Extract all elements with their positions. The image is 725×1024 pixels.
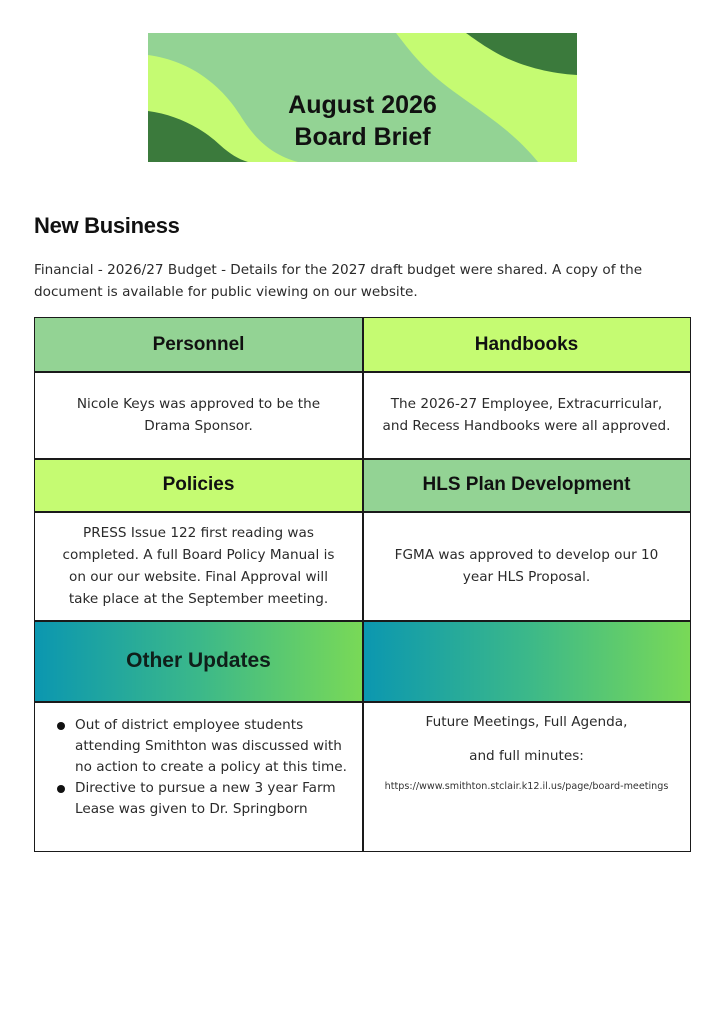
other-updates-header [35, 621, 362, 701]
page-title [148, 89, 577, 153]
row-divider [35, 371, 690, 373]
handbooks-header: Handbooks [363, 318, 690, 371]
meetings-body [363, 702, 690, 851]
other-updates-title: Other Updates [126, 649, 271, 672]
column-divider [362, 318, 364, 851]
policies-text: PRESS Issue 122 first reading was completed. A full Board Policy Manual is on our our website. Final Approval will take place at the September meeting. [62, 525, 335, 607]
full-minutes-line: and full minutes: [469, 748, 584, 764]
row-divider [35, 511, 690, 513]
row-divider [35, 701, 690, 703]
other-updates-body [35, 702, 362, 851]
list-item: Directive to pursue a new 3 year Farm Lease was given to Dr. Springborn [35, 778, 352, 820]
personnel-header: Personnel [35, 318, 362, 371]
handbooks-text: The 2026-27 Employee, Extracurricular, and Recess Handbooks were all approved. [382, 396, 671, 434]
row-divider [35, 458, 690, 460]
section-heading-new-business: New Business [34, 213, 180, 238]
personnel-text: Nicole Keys was approved to be the Drama Sponsor. [76, 396, 321, 434]
title-line-2: Board Brief [294, 123, 431, 151]
policies-header: Policies [35, 459, 362, 511]
list-item: Out of district employee students attending Smithton was discussed with no action to create a policy at this time. [35, 715, 352, 778]
gradient-header-blank [363, 621, 690, 701]
title-line-1: August 2026 [288, 91, 437, 119]
financial-summary: Financial - 2026/27 Budget - Details for the 2027 draft budget were shared. A copy of the document is available for public viewing on our website. [34, 262, 643, 300]
hls-header: HLS Plan Development [363, 459, 690, 511]
row-divider [35, 620, 690, 622]
hls-text: FGMA was approved to develop our 10 year HLS Proposal. [394, 547, 659, 585]
header-banner [148, 33, 577, 162]
future-meetings-line: Future Meetings, Full Agenda, [425, 714, 628, 730]
other-updates-list [35, 715, 352, 820]
board-meetings-link[interactable]: https://www.smithton.stclair.k12.il.us/page/board-meetings [384, 781, 669, 792]
board-brief-table [34, 317, 691, 852]
